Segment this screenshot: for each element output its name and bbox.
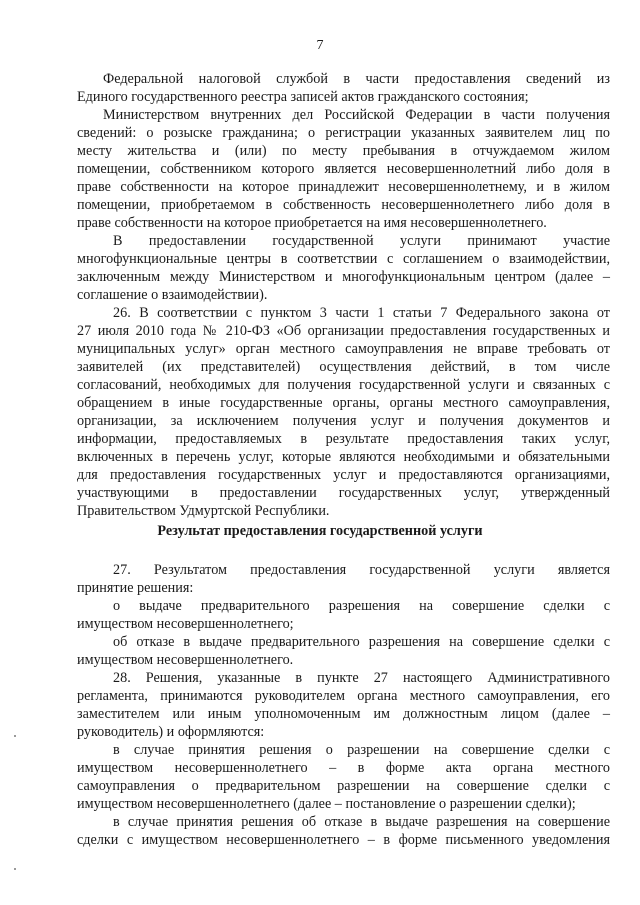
text-line: 28. Решения, указанные в пункте 27 настоящего Административного — [113, 670, 610, 686]
text-line: Единого государственного реестра записей актов гражданского состояния; — [77, 89, 529, 105]
text-line: помещении, приобретаемом в собственность несовершеннолетнего либо доля в — [77, 197, 610, 213]
text-line: сделки с имуществом несовершеннолетнего – в форме письменного уведомления — [77, 832, 610, 848]
text-line: праве собственности на которое принадлежит несовершеннолетнему, и в жилом — [77, 179, 610, 195]
text-line: сведений: о розыске гражданина; о регистрации указанных заявителем лиц по — [77, 125, 610, 141]
text-line: имуществом несовершеннолетнего – в форме акта органа местного — [77, 760, 610, 776]
text-line: в случае принятия решения об отказе в выдаче разрешения на совершение — [113, 814, 610, 830]
text-line: заместителем или иным уполномоченным им должностным лицом (далее – — [77, 706, 610, 722]
text-line: информации, предоставляемых в результате предоставления таких услуг, — [77, 431, 610, 447]
text-line: руководитель) и оформляются: — [77, 724, 265, 740]
text-line: участвующими в предоставлении государственных услуг, утвержденный — [77, 485, 610, 501]
text-line: регламента, принимаются руководителем органа местного самоуправления, его — [77, 688, 610, 704]
text-line: включенных в перечень услуг, которые являются необходимыми и обязательными — [77, 449, 610, 465]
text-line: помещении, собственником которого является несовершеннолетний либо доля в — [77, 161, 610, 177]
text-line: принятие решения: — [77, 580, 194, 596]
text-line: согласований, необходимых для получения государственной услуги и связанных с — [77, 377, 610, 393]
scan-speck — [14, 735, 16, 737]
text-line: в случае принятия решения о разрешении на совершение сделки с — [113, 742, 610, 758]
text-line: имуществом несовершеннолетнего (далее – постановление о разрешении сделки); — [77, 796, 576, 812]
text-line: В предоставлении государственной услуги принимают участие — [113, 233, 610, 249]
text-line: 27. Результатом предоставления государственной услуги является — [113, 562, 610, 578]
text-line: о выдаче предварительного разрешения на совершение сделки с — [113, 598, 610, 614]
text-line: 27 июля 2010 года № 210-ФЗ «Об организации предоставления государственных и — [77, 323, 610, 339]
text-line: Федеральной налоговой службой в части предоставления сведений из — [103, 71, 610, 87]
text-line: имуществом несовершеннолетнего. — [77, 652, 294, 668]
text-line: организации, за исключением получения услуг и получения документов и — [77, 413, 610, 429]
text-line: муниципальных услуг» орган местного самоуправления не вправе требовать от — [77, 341, 610, 357]
page-number: 7 — [316, 38, 324, 53]
text-line: 26. В соответствии с пунктом 3 части 1 статьи 7 Федерального закона от — [113, 305, 610, 321]
text-line: об отказе в выдаче предварительного разрешения на совершение сделки с — [113, 634, 610, 650]
text-line: Министерством внутренних дел Российской Федерации в части получения — [103, 107, 610, 123]
section-heading: Результат предоставления государственной услуги — [157, 523, 483, 539]
text-line: заключенным между Министерством и многофункциональным центром (далее – — [77, 269, 610, 285]
text-line: соглашение о взаимодействии). — [77, 287, 268, 303]
text-line: самоуправления о предварительном разрешении на совершение сделки с — [77, 778, 610, 794]
text-line: для предоставления государственных услуг и предоставляются организациями, — [77, 467, 610, 483]
text-line: праве собственности на которое приобретается на имя несовершеннолетнего. — [77, 215, 547, 231]
text-line: имуществом несовершеннолетнего; — [77, 616, 294, 632]
text-line: обращением в иные государственные органы, органы местного самоуправления, — [77, 395, 610, 411]
text-line: многофункциональные центры в соответствии с соглашением о взаимодействии, — [77, 251, 610, 267]
text-line: Правительством Удмуртской Республики. — [77, 503, 330, 519]
text-line: заявителей (их представителей) осуществления действий, в том числе — [77, 359, 610, 375]
scan-speck — [14, 868, 16, 870]
text-line: месту жительства и (или) по месту пребывания в отчуждаемом жилом — [77, 143, 610, 159]
